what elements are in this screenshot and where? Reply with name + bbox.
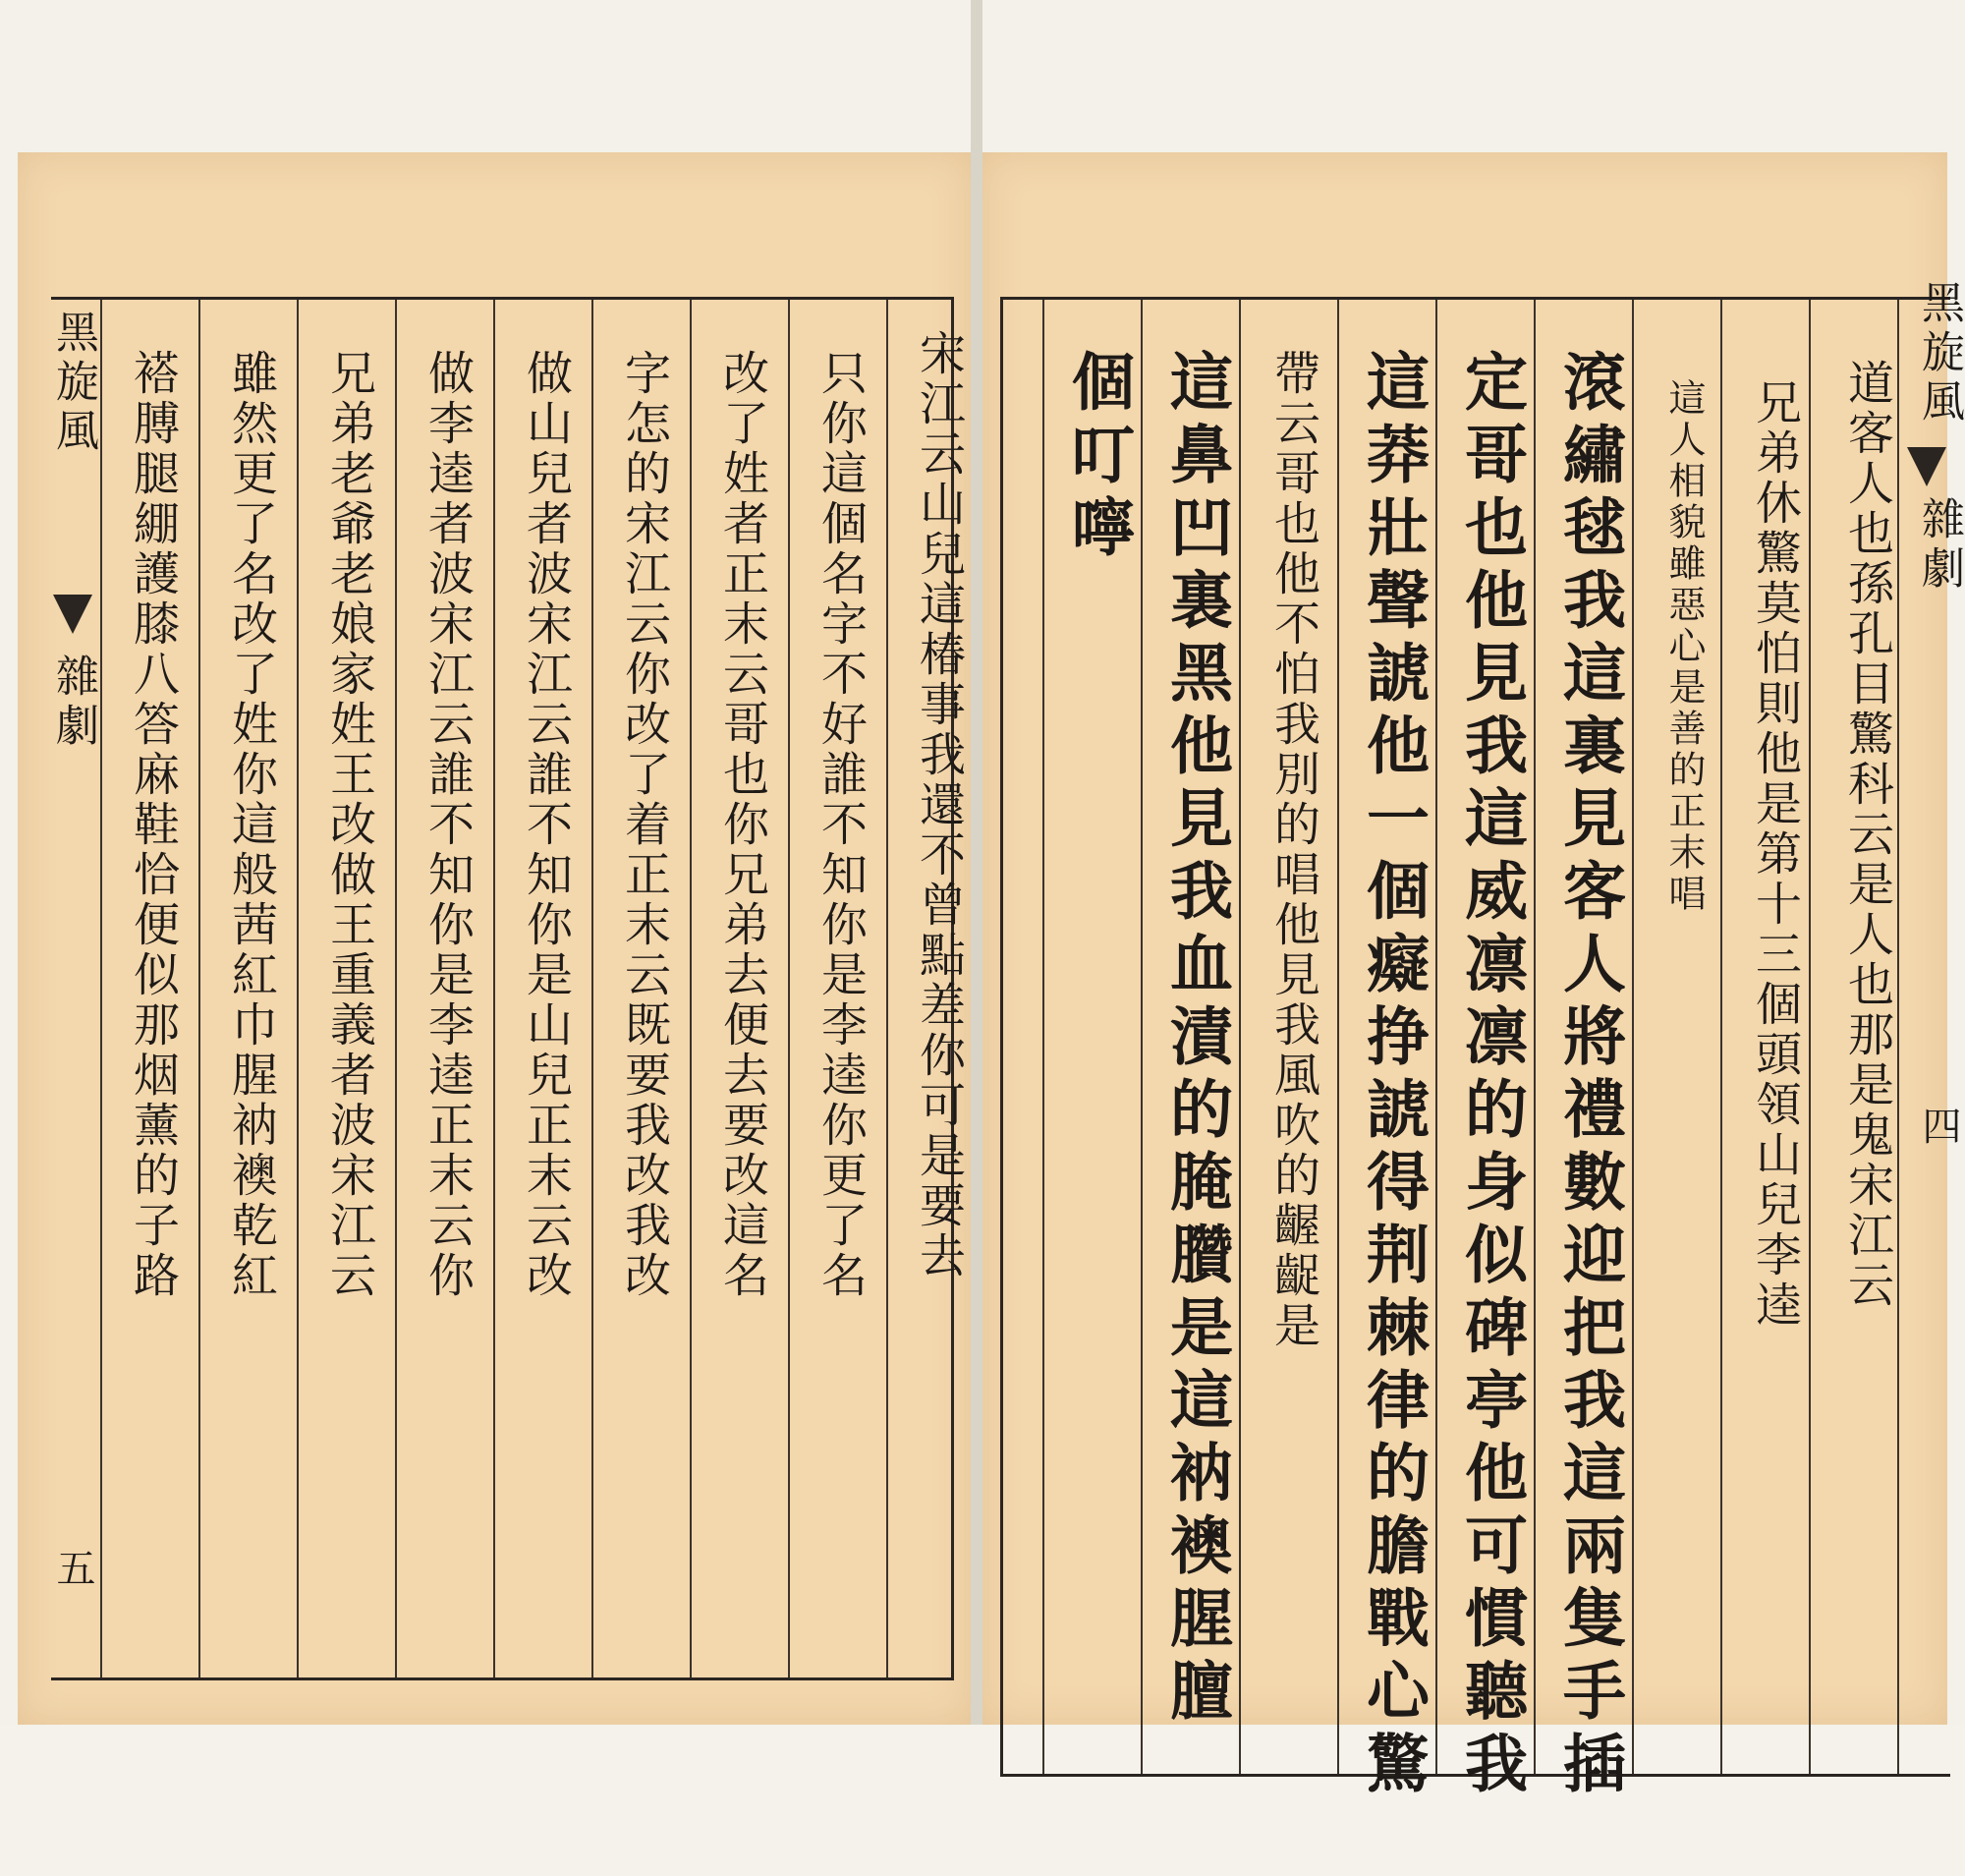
text-column: 個叮嚀: [1061, 349, 1135, 567]
text-column: 道客人也孫孔目驚科云是人也那是鬼宋江云: [1840, 359, 1894, 1311]
spine-subtitle: 雜劇: [48, 654, 98, 752]
spine-title: 黑旋風: [48, 310, 98, 457]
column-rule: [1809, 300, 1811, 1774]
column-rule: [788, 300, 790, 1677]
text-column: 褡膊腿綳護膝八答麻鞋恰便似那烟薰的子路: [126, 349, 180, 1301]
text-column: 宋江云山兒這椿事我還不曾點差你可是要去: [912, 329, 966, 1281]
text-column: 雖然更了名改了姓你這般茜紅巾腥衲襖乾紅: [224, 349, 278, 1301]
column-rule: [1042, 300, 1044, 1774]
fish-tail-ornament: [1907, 447, 1946, 486]
column-rule: [1337, 300, 1339, 1774]
text-column: 只你這個名字不好誰不知你是李逵你更了名: [814, 349, 868, 1301]
column-rule: [591, 300, 593, 1677]
text-column: 這莽壯聲諕他一個癡挣諕得荆棘律的膽戰心驚: [1356, 349, 1430, 1803]
column-rule: [100, 300, 102, 1677]
text-column: 改了姓者正末云哥也你兄弟去便去要改這名: [715, 349, 769, 1301]
column-rule: [690, 300, 692, 1677]
column-rule: [198, 300, 200, 1677]
text-column: 字怎的宋江云你改了着正末云既要我改我改: [617, 349, 671, 1301]
fish-tail-ornament: [53, 595, 92, 634]
folio-number: 五: [50, 1548, 95, 1587]
text-column: 兄弟休驚莫怕則他是第十三個頭領山兒李逵: [1748, 378, 1802, 1331]
column-rule: [886, 300, 888, 1677]
spine-title: 黑旋風: [1914, 280, 1964, 427]
spine-subtitle: 雜劇: [1914, 496, 1964, 595]
text-column: 定哥也他見我這威凛凛的身似碑亭他可慣聽我: [1454, 349, 1528, 1803]
text-column: 帶云哥也他不怕我別的唱他見我風吹的齷齪是: [1266, 349, 1320, 1351]
text-column: 這人相貌雖惡心是善的正末唱: [1662, 378, 1706, 915]
folio-number: 四: [1916, 1106, 1961, 1145]
column-rule: [395, 300, 397, 1677]
text-column: 做李逵者波宋江云誰不知你是李逵正末云你: [421, 349, 475, 1301]
text-column: 兄弟老爺老娘家姓王改做王重義者波宋江云: [322, 349, 376, 1301]
book-gutter: [971, 0, 982, 1876]
left-text-frame: [48, 297, 966, 1680]
text-column: 做山兒者波宋江云誰不知你是山兒正末云改: [519, 349, 573, 1301]
text-column: 滾繡毬我這裏見客人將禮數迎把我這兩隻手插: [1552, 349, 1626, 1803]
column-rule: [297, 300, 299, 1677]
text-column: 這鼻凹裏黑他見我血漬的腌臢是這衲襖腥膻: [1159, 349, 1233, 1731]
column-rule: [493, 300, 495, 1677]
column-rule: [1720, 300, 1722, 1774]
right-text-frame: [1000, 280, 1964, 1803]
